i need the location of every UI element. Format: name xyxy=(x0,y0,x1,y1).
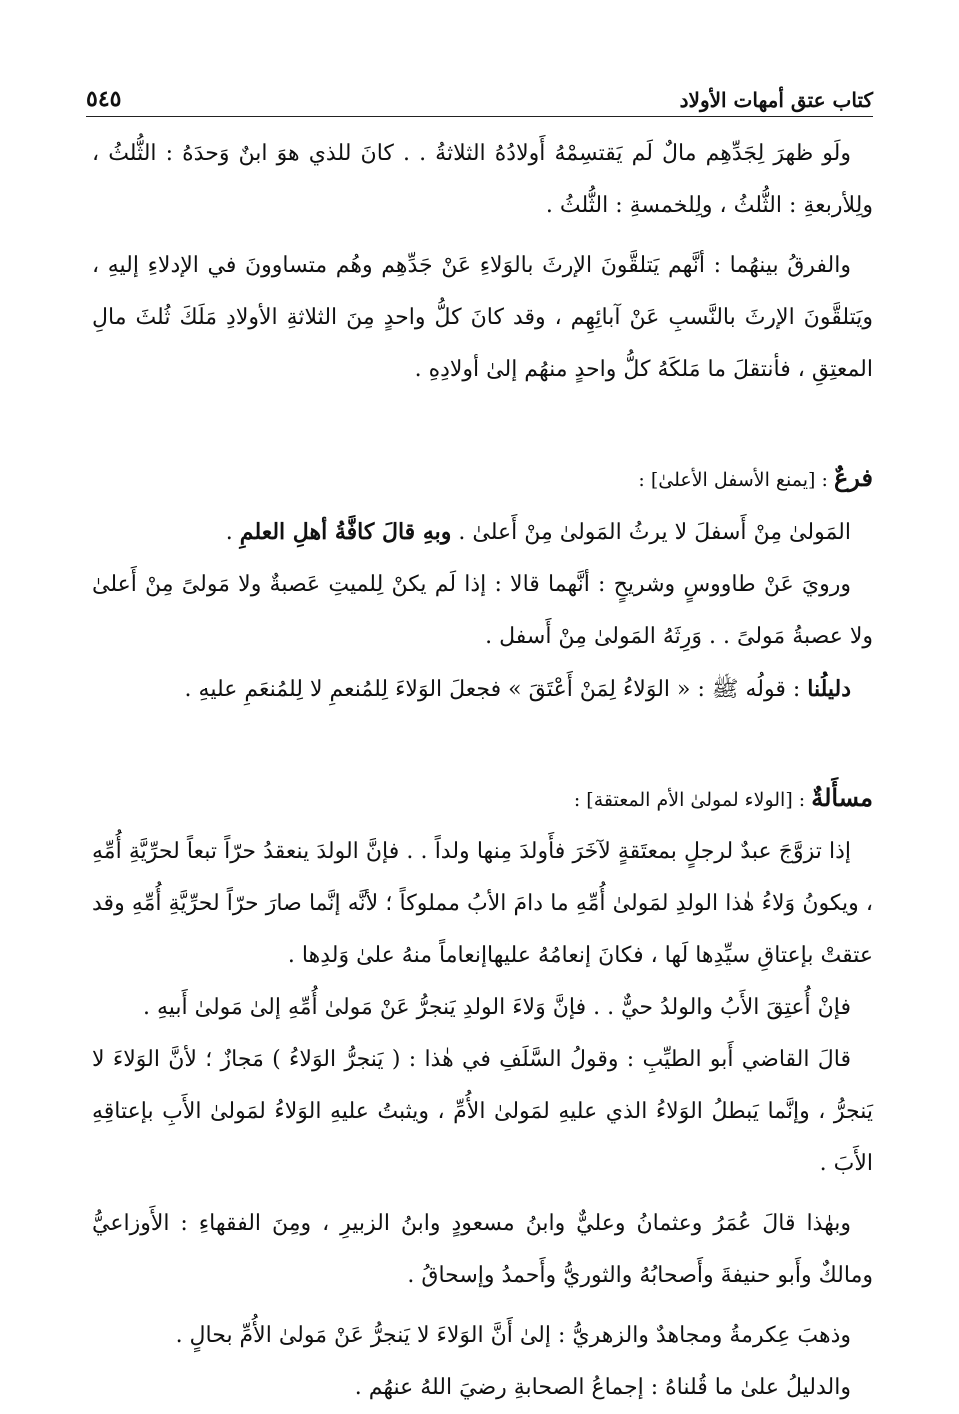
paragraph-3 xyxy=(92,506,873,559)
paragraph-8: قالَ القاضي أَبو الطيِّبِ : وقولُ السَّلَفِ في هٰذا : ( يَنجرُّ الوَلاءُ ) مَجازٌ ؛ لأنَّ الوَلاءَ لا يَنجرُّ ، وإنَّما يَبطلُ الوَلاءُ الذي عليهِ لمَولىٰ الأُمِّ ، ويثبتُ عليهِ الوَلاءُ لمَولىٰ الأَبِ بإعتاقِهِ الأَبَ . xyxy=(92,1047,873,1176)
paragraph-5-text: : قولُه ﷺ : « الوَلاءُ لِمَنْ أَعْتَقَ » فجعلَ الوَلاءَ لِلمُنعمِ لا لِلمُنعَمِ عليهِ . xyxy=(184,677,808,702)
section-heading-masala xyxy=(92,772,873,826)
heading-keyword: فرعٌ xyxy=(833,463,873,492)
paragraph-9: وبهٰذا قالَ عُمَرُ وعثمانُ وعليٌّ وابنُ مسعودٍ وابنُ الزبيرِ ، ومِنَ الفقهاءِ : الأَوزاعيُّ ومالكٌ وأَبو حنيفةَ وأَصحابُهُ والثوريُّ وأَحمدُ وإسحاقُ . xyxy=(92,1211,873,1288)
heading-keyword: مسأَلةٌ xyxy=(811,783,873,812)
heading-subtitle: : [الولاء لمولىٰ الأم المعتقة] : xyxy=(573,789,812,811)
page-header xyxy=(86,80,873,117)
paragraph-5-bold: دليلُنا xyxy=(807,676,851,702)
paragraph-11: والدليلُ علىٰ ما قُلناهُ : إجماعُ الصحابةِ رضيَ اللهُ عنهُم . xyxy=(354,1375,851,1400)
paragraph-4: ورويَ عَنْ طاووسٍ وشريحٍ : أنَّهما قالا : إذا لَم يكنْ لِلميتِ عَصبةٌ ولا مَولىً مِنْ أَعلىٰ ولا عصبةُ مَولىً . . وَرِثَهُ المَولىٰ مِنْ أَسفل . xyxy=(92,572,873,649)
running-title: كتاب عتق أمهات الأولاد xyxy=(679,88,873,112)
paragraph-3-end: . xyxy=(225,520,240,545)
page-number: ٥٤٥ xyxy=(86,86,122,112)
paragraph-10: وذهبَ عِكرمةُ ومجاهدٌ والزهريُّ : إلىٰ أَنَّ الوَلاءَ لا يَنجرُّ عَنْ مَولىٰ الأُمِّ بحالٍ . xyxy=(175,1323,851,1348)
paragraph-3-text: المَولىٰ مِنْ أَسفلَ لا يرثُ المَولىٰ مِنْ أَعلىٰ . xyxy=(451,520,851,545)
paragraph-1: ولَو ظهرَ لِجَدِّهِم مالٌ لَم يَقتسِمْهُ أَولادُهُ الثلاثةُ . . كانَ للذي هوَ ابنٌ وَحدَهُ : الثُّلثُ ، ولِلأربعةِ : الثُّلثُ ، ولِلخمسةِ : الثُّلثُ . xyxy=(92,141,873,218)
paragraph-5 xyxy=(92,663,873,716)
paragraph-2: والفرقُ بينهُما : أنَّهم يَتلقَّونَ الإرثَ بالوَلاءِ عَنْ جَدِّهِم وهُم متساوونَ في الإدلاءِ إليهِ ، ويَتلقَّونَ الإرثَ بالنَّسبِ عَنْ آبائِهِم ، وقد كانَ كلُّ واحدٍ مِنَ الثلاثةِ الأولادِ مَلَكَ ثُلثَ مالِ المعتِقِ ، فأنتقلَ ما مَلكَهُ كلُّ واحدٍ منهُم إلىٰ أولادِهِ . xyxy=(92,253,873,382)
page-body xyxy=(92,128,873,1414)
heading-subtitle: : [يمنع الأسفل الأعلىٰ] : xyxy=(638,469,834,491)
paragraph-6: إذا تزوَّجَ عبدٌ لرجلٍ بمعتَقةٍ لآخَرَ فأَولدَ مِنها ولداً . . فإنَّ الولدَ ينعقدُ حرّاً تبعاً لحرِّيَّةِ أُمِّهِ ، ويكونُ وَلاءُ هٰذا الولدِ لمَولىٰ أُمِّهِ ما دامَ الأبُ مملوكاً ؛ لأنَّه إنَّما صارَ حرّاً لحرِّيَّةِ أُمِّهِ وقد عتقتْ بإعتاقِ سيِّدِها لَها ، فكانَ إنعامُهُ عليهاإنعاماً منهُ علىٰ وَلدِها . xyxy=(92,839,873,968)
section-heading-far xyxy=(92,452,873,506)
paragraph-3-bold: وبهِ قالَ كافَّةُ أهلِ العلمِ xyxy=(239,519,452,545)
paragraph-7: فإنْ أُعتِقَ الأَبُ والولدُ حيٌّ . . فإنَّ وَلاءَ الولدِ يَنجرُّ عَنْ مَولىٰ أُمِّهِ إلىٰ مَولىٰ أَبيهِ . xyxy=(142,995,851,1020)
